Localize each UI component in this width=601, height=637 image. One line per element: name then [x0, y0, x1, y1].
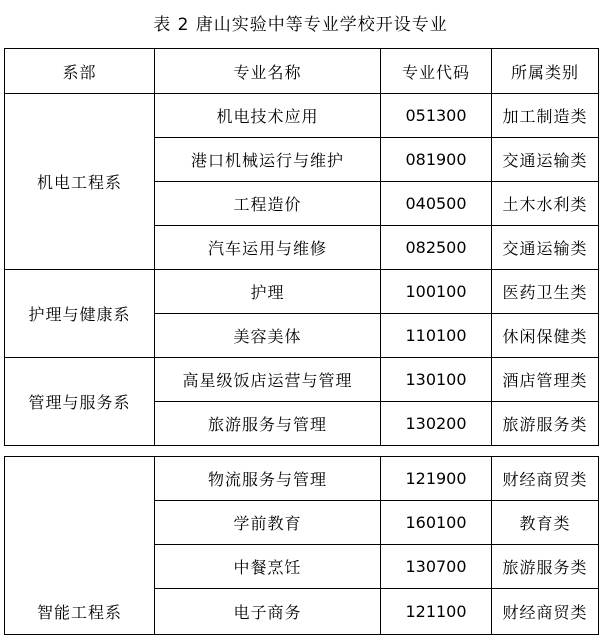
major-code-cell: 130700 — [381, 545, 492, 589]
category-cell: 财经商贸类 — [492, 457, 599, 501]
major-code-cell: 121900 — [381, 457, 492, 501]
department-cell-empty — [5, 457, 155, 589]
major-code-cell: 110100 — [381, 314, 492, 358]
major-code-cell: 160100 — [381, 501, 492, 545]
category-cell: 交通运输类 — [492, 226, 599, 270]
major-name-cell: 护理 — [155, 270, 381, 314]
major-code-cell: 081900 — [381, 138, 492, 182]
category-cell: 休闲保健类 — [492, 314, 599, 358]
major-name-cell: 机电技术应用 — [155, 94, 381, 138]
major-code-cell: 040500 — [381, 182, 492, 226]
department-cell: 护理与健康系 — [5, 270, 155, 358]
header-major-name: 专业名称 — [155, 49, 381, 94]
major-name-cell: 学前教育 — [155, 501, 381, 545]
major-code-cell: 082500 — [381, 226, 492, 270]
table-header-row — [5, 49, 599, 94]
table-caption: 表 2 唐山实验中等专业学校开设专业 — [153, 15, 448, 35]
major-name-cell: 旅游服务与管理 — [155, 402, 381, 446]
major-name-cell: 物流服务与管理 — [155, 457, 381, 501]
category-cell: 财经商贸类 — [492, 589, 599, 635]
major-code-cell: 051300 — [381, 94, 492, 138]
department-cell: 机电工程系 — [5, 94, 155, 270]
major-name-cell: 工程造价 — [155, 182, 381, 226]
major-code-cell: 130200 — [381, 402, 492, 446]
header-category: 所属类别 — [492, 49, 599, 94]
category-cell: 交通运输类 — [492, 138, 599, 182]
category-cell: 教育类 — [492, 501, 599, 545]
table-row — [5, 358, 599, 402]
majors-table-part-2 — [4, 456, 599, 635]
table-row — [5, 270, 599, 314]
major-name-cell: 中餐烹饪 — [155, 545, 381, 589]
table-row — [5, 457, 599, 501]
category-cell: 旅游服务类 — [492, 402, 599, 446]
major-name-cell: 港口机械运行与维护 — [155, 138, 381, 182]
department-cell: 管理与服务系 — [5, 358, 155, 446]
table-row — [5, 94, 599, 138]
major-name-cell: 汽车运用与维修 — [155, 226, 381, 270]
major-name-cell: 美容美体 — [155, 314, 381, 358]
category-cell: 土木水利类 — [492, 182, 599, 226]
major-name-cell: 电子商务 — [155, 589, 381, 635]
category-cell: 酒店管理类 — [492, 358, 599, 402]
department-cell: 智能工程系 — [5, 589, 155, 635]
category-cell: 加工制造类 — [492, 94, 599, 138]
major-code-cell: 100100 — [381, 270, 492, 314]
header-major-code: 专业代码 — [381, 49, 492, 94]
category-cell: 医药卫生类 — [492, 270, 599, 314]
category-cell: 旅游服务类 — [492, 545, 599, 589]
major-code-cell: 121100 — [381, 589, 492, 635]
table-row — [5, 589, 599, 635]
majors-table-part-1 — [4, 48, 599, 446]
major-name-cell: 高星级饭店运营与管理 — [155, 358, 381, 402]
major-code-cell: 130100 — [381, 358, 492, 402]
header-department: 系部 — [5, 49, 155, 94]
